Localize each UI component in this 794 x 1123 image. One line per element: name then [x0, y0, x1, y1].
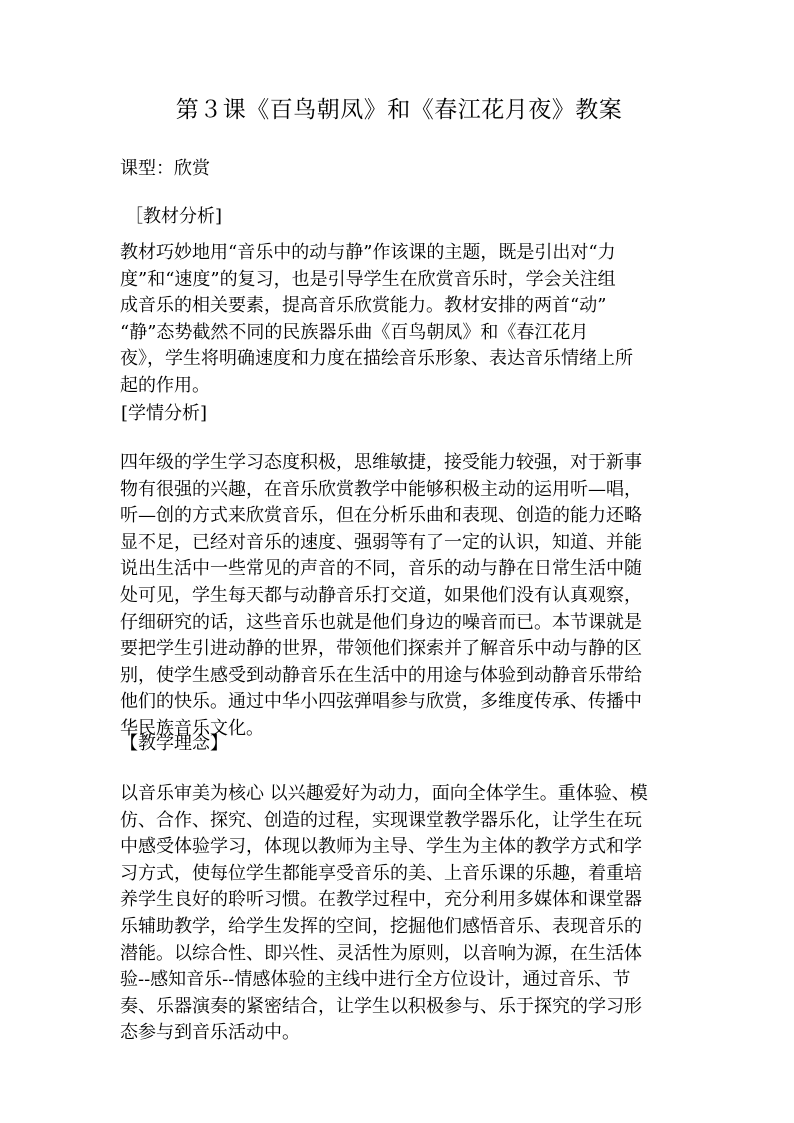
paragraph-line: 态参与到音乐活动中。 — [120, 1022, 300, 1044]
section-heading-textbook-analysis: ［教材分析] — [125, 206, 223, 227]
paragraph-line: 处可见，学生每天都与动静音乐打交道，如果他们没有认真观察， — [120, 584, 642, 606]
paragraph-line: 仔细研究的话，这些音乐也就是他们身边的噪音而已。本节课就是 — [120, 611, 642, 633]
paragraph-line: 乐辅助教学，给学生发挥的空间，挖掘他们感悟音乐、表现音乐的 — [120, 915, 642, 937]
paragraph-line: 起的作用。 — [120, 374, 210, 396]
paragraph-line: 别，使学生感受到动静音乐在生活中的用途与体验到动静音乐带给 — [120, 664, 642, 686]
paragraph-line: “静”态势截然不同的民族器乐曲《百鸟朝凤》和《春江花月 — [120, 321, 589, 343]
lesson-type: 课型：欣赏 — [120, 158, 210, 179]
paragraph-line: 度”和“速度”的复习，也是引导学生在欣赏音乐时，学会关注组 — [120, 268, 616, 290]
paragraph-line: 验--感知音乐--情感体验的主线中进行全方位设计，通过音乐、节 — [120, 969, 631, 991]
section-body-textbook-analysis — [120, 240, 682, 400]
section-heading-teaching-philosophy: 【教学理念】 — [120, 733, 228, 754]
paragraph-line: 华民族音乐文化。 — [120, 717, 264, 739]
paragraph-line: 习方式，使每位学生都能享受音乐的美、上音乐课的乐趣，着重培 — [120, 862, 642, 884]
page-title: 第３课《百鸟朝凤》和《春江花月夜》教案 — [175, 97, 623, 123]
paragraph-line: 成音乐的相关要素，提高音乐欣赏能力。教材安排的两首“动” — [120, 295, 607, 317]
paragraph-line: 夜》，学生将明确速度和力度在描绘音乐形象、表达音乐情绪上所 — [120, 348, 633, 370]
paragraph-line: 物有很强的兴趣，在音乐欣赏教学中能够积极主动的运用听—唱， — [120, 478, 642, 500]
paragraph-line: 四年级的学生学习态度积极，思维敏捷，接受能力较强，对于新事 — [120, 452, 642, 473]
paragraph-line: 他们的快乐。通过中华小四弦弹唱参与欣赏，多维度传承、传播中 — [120, 691, 642, 713]
paragraph-line: 教材巧妙地用“音乐中的动与静”作该课的主题，既是引出对“力 — [120, 242, 616, 263]
paragraph-line: 听—创的方式来欣赏音乐，但在分析乐曲和表现、创造的能力还略 — [120, 505, 642, 527]
paragraph-line: 仿、合作、探究、创造的过程，实现课堂教学器乐化，让学生在玩 — [120, 809, 642, 831]
section-heading-student-analysis: [学情分析] — [121, 403, 208, 424]
section-body-student-analysis — [120, 450, 682, 743]
paragraph-line: 说出生活中一些常见的声音的不同，音乐的动与静在日常生活中随 — [120, 558, 642, 580]
paragraph-line: 潜能。以综合性、即兴性、灵活性为原则，以音响为源，在生活体 — [120, 942, 642, 964]
paragraph-line: 奏、乐器演奏的紧密结合，让学生以积极参与、乐于探究的学习形 — [120, 995, 642, 1017]
paragraph-line: 显不足，已经对音乐的速度、强弱等有了一定的认识，知道、并能 — [120, 531, 642, 553]
paragraph-line: 以音乐审美为核心 以兴趣爱好为动力，面向全体学生。重体验、模 — [120, 783, 648, 804]
paragraph-line: 养学生良好的聆听习惯。在教学过程中，充分利用多媒体和课堂器 — [120, 889, 642, 911]
paragraph-line: 要把学生引进动静的世界，带领他们探索并了解音乐中动与静的区 — [120, 638, 642, 660]
section-body-teaching-philosophy — [120, 781, 682, 1047]
paragraph-line: 中感受体验学习，体现以教师为主导、学生为主体的教学方式和学 — [120, 836, 642, 858]
